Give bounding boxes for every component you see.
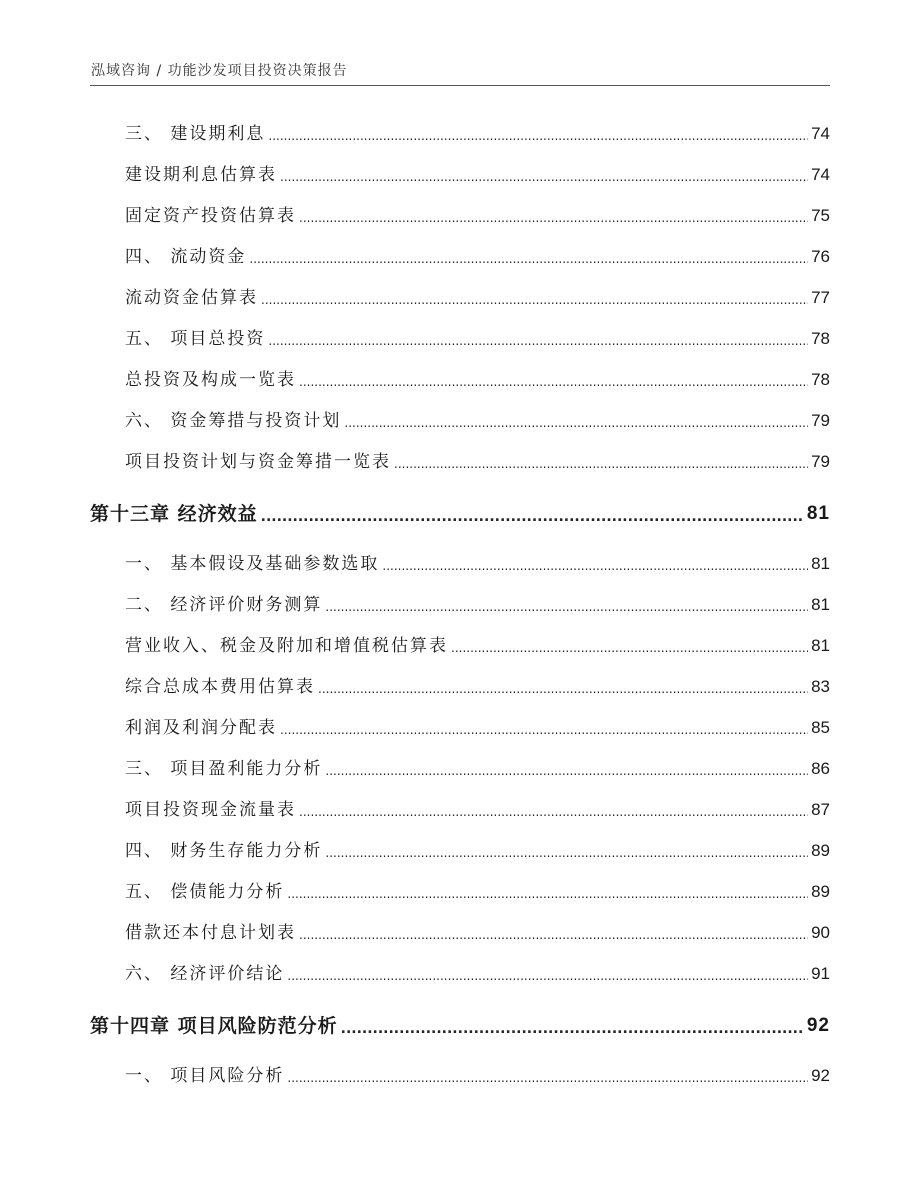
- toc-chapter-entry[interactable]: [90, 500, 830, 528]
- toc-dot-leader: [261, 506, 804, 528]
- toc-entry-label: 一、 项目风险分析: [125, 1066, 285, 1086]
- toc-entry[interactable]: [125, 675, 830, 699]
- header-title: 功能沙发项目投资决策报告: [167, 63, 348, 79]
- toc-entry-page-number: 74: [811, 124, 830, 143]
- toc-entry-page-number: 75: [811, 206, 830, 225]
- toc-entry[interactable]: [125, 552, 830, 576]
- toc-entry[interactable]: [125, 409, 830, 433]
- header-company: 泓域咨询: [91, 63, 151, 79]
- toc-dot-leader: [451, 638, 808, 658]
- toc-entry-label: 三、 建设期利息: [125, 124, 266, 144]
- toc-entry[interactable]: [125, 839, 830, 863]
- toc-entry-page-number: 91: [811, 964, 830, 983]
- toc-entry[interactable]: [125, 204, 830, 228]
- toc-entry-page-number: 74: [811, 165, 830, 184]
- toc-entry-label: 四、 流动资金: [125, 247, 247, 267]
- toc-entry[interactable]: [125, 798, 830, 822]
- toc-entry-page-number: 89: [811, 841, 830, 860]
- toc-entry-page-number: 81: [811, 595, 830, 614]
- toc-entry-label: 建设期利息估算表: [125, 165, 277, 185]
- toc-entry-page-number: 78: [811, 329, 830, 348]
- toc-entry[interactable]: [125, 368, 830, 392]
- toc-entry-page-number: 81: [811, 636, 830, 655]
- toc-entry[interactable]: [125, 921, 830, 945]
- toc-entry-label: 四、 财务生存能力分析: [125, 841, 323, 861]
- toc-entry-page-number: 90: [811, 923, 830, 942]
- toc-entry-page-number: 92: [811, 1066, 830, 1085]
- toc-dot-leader: [280, 167, 808, 187]
- toc-entry-page-number: 92: [806, 1015, 830, 1036]
- toc-entry-label: 固定资产投资估算表: [125, 206, 296, 226]
- toc-dot-leader: [249, 249, 808, 269]
- toc-dot-leader: [299, 372, 808, 392]
- header-separator: /: [156, 63, 163, 79]
- toc-entry-page-number: 79: [811, 411, 830, 430]
- toc-entry-page-number: 89: [811, 882, 830, 901]
- toc-entry[interactable]: [125, 245, 830, 269]
- toc-entry-label: 六、 资金筹措与投资计划: [125, 411, 342, 431]
- toc-entry-page-number: 81: [811, 554, 830, 573]
- toc-entry-label: 二、 经济评价财务测算: [125, 595, 323, 615]
- toc-entry[interactable]: [125, 1064, 830, 1088]
- toc-dot-leader: [318, 679, 808, 699]
- toc-dot-leader: [344, 413, 808, 433]
- toc-dot-leader: [325, 843, 808, 863]
- toc-dot-leader: [268, 126, 808, 146]
- toc-dot-leader: [287, 966, 808, 986]
- toc-entry-label: 五、 项目总投资: [125, 329, 266, 349]
- toc-entry[interactable]: [125, 327, 830, 351]
- toc-dot-leader: [287, 884, 808, 904]
- toc-entry-label: 营业收入、税金及附加和增值税估算表: [125, 636, 448, 656]
- toc-entry[interactable]: [125, 122, 830, 146]
- toc-entry-page-number: 76: [811, 247, 830, 266]
- toc-entry-label: 五、 偿债能力分析: [125, 882, 285, 902]
- toc-dot-leader: [394, 454, 808, 474]
- toc-entry-page-number: 78: [811, 370, 830, 389]
- toc-dot-leader: [287, 1068, 808, 1088]
- toc-dot-leader: [280, 720, 808, 740]
- toc-entry-page-number: 77: [811, 288, 830, 307]
- toc-entry[interactable]: [125, 593, 830, 617]
- header-rule: [90, 85, 830, 86]
- toc-entry-label: 一、 基本假设及基础参数选取: [125, 554, 380, 574]
- toc-dot-leader: [268, 331, 808, 351]
- toc-dot-leader: [382, 556, 808, 576]
- toc-dot-leader: [299, 925, 808, 945]
- toc-entry[interactable]: [125, 634, 830, 658]
- toc-entry-label: 总投资及构成一览表: [125, 370, 296, 390]
- toc-entry-label: 利润及利润分配表: [125, 718, 277, 738]
- toc-entry-page-number: 81: [806, 503, 830, 524]
- toc-dot-leader: [299, 208, 808, 228]
- toc-entry-label: 项目投资现金流量表: [125, 800, 296, 820]
- toc-dot-leader: [325, 761, 808, 781]
- toc-entry-page-number: 86: [811, 759, 830, 778]
- toc-chapter-entry[interactable]: [90, 1012, 830, 1040]
- toc-entry[interactable]: [125, 880, 830, 904]
- toc-entry-label: 综合总成本费用估算表: [125, 677, 315, 697]
- toc-entry[interactable]: [125, 716, 830, 740]
- toc-entry[interactable]: [125, 163, 830, 187]
- toc-entry-label: 第十四章 项目风险防范分析: [90, 1015, 338, 1037]
- toc-entry-label: 第十三章 经济效益: [90, 503, 258, 525]
- toc-entry[interactable]: [125, 962, 830, 986]
- toc-entry[interactable]: [125, 757, 830, 781]
- toc-entry[interactable]: [125, 286, 830, 310]
- toc-dot-leader: [299, 802, 808, 822]
- toc-entry-page-number: 85: [811, 718, 830, 737]
- toc-entry-label: 六、 经济评价结论: [125, 964, 285, 984]
- toc-entry-label: 项目投资计划与资金筹措一览表: [125, 452, 391, 472]
- toc-entry-label: 流动资金估算表: [125, 288, 258, 308]
- toc-dot-leader: [341, 1018, 804, 1040]
- toc-entry-label: 三、 项目盈利能力分析: [125, 759, 323, 779]
- toc-entry[interactable]: [125, 450, 830, 474]
- toc-entry-page-number: 87: [811, 800, 830, 819]
- toc-entry-page-number: 79: [811, 452, 830, 471]
- toc-entry-label: 借款还本付息计划表: [125, 923, 296, 943]
- toc-dot-leader: [261, 290, 808, 310]
- toc-entry-page-number: 83: [811, 677, 830, 696]
- toc-dot-leader: [325, 597, 808, 617]
- running-header: [91, 60, 348, 80]
